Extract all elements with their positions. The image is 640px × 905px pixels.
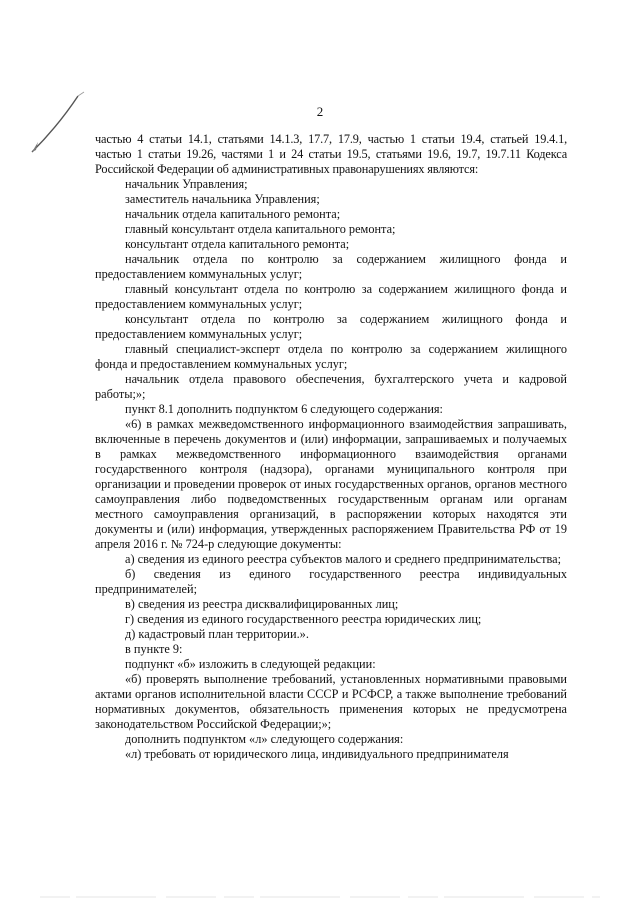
- paragraph: главный консультант отдела капитального ремонта;: [125, 222, 396, 236]
- paragraph: в) сведения из реестра дисквалифицированных лиц;: [125, 597, 399, 611]
- page-number: 2: [316, 104, 324, 119]
- paragraph: главный консультант отдела по контролю за содержанием жилищного фонда и предоставлением коммунальных услуг;: [95, 282, 567, 311]
- paragraph: консультант отдела по контролю за содержанием жилищного фонда и предоставлением коммунальных услуг;: [95, 312, 567, 341]
- paragraph: консультант отдела капитального ремонта;: [125, 237, 350, 251]
- paragraph: пункт 8.1 дополнить подпунктом 6 следующего содержания:: [125, 402, 443, 416]
- paragraph: «б) проверять выполнение требований, установленных нормативными правовыми актами органов исполнительной власти СССР и РСФСР, а также выполнение требований нормативных документов, обязательность применения которых не предусмотрена законодательством Российской Федерации;»;: [95, 672, 567, 731]
- paragraph: начальник Управления;: [125, 177, 248, 191]
- paragraph: а) сведения из единого реестра субъектов малого и среднего предпринимательства;: [125, 552, 562, 566]
- paragraph: д) кадастровый план территории.».: [125, 627, 309, 641]
- paragraph: «л) требовать от юридического лица, индивидуального предпринимателя: [125, 747, 509, 761]
- paragraph: в пункте 9:: [125, 642, 183, 656]
- paragraph: заместитель начальника Управления;: [125, 192, 320, 206]
- margin-pen-stroke: [28, 90, 88, 160]
- paragraph: г) сведения из единого государственного реестра юридических лиц;: [125, 612, 482, 626]
- paragraph: главный специалист-эксперт отдела по контролю за содержанием жилищного фонда и предоставлением коммунальных услуг;: [95, 342, 567, 371]
- paragraph: начальник отдела правового обеспечения, бухгалтерского учета и кадровой работы;»;: [95, 372, 567, 401]
- paragraph: частью 4 статьи 14.1, статьями 14.1.3, 17.7, 17.9, частью 1 статьи 19.4, статьей 19.4.1, частью 1 статьи 19.26, частями 1 и 24 статьи 19.5, статьями 19.6, 19.7, 19.7.11 Кодекса Российской Федерации об административных правонарушениях являются:: [95, 132, 567, 176]
- paragraph: начальник отдела по контролю за содержанием жилищного фонда и предоставлением коммунальных услуг;: [95, 252, 567, 281]
- paragraph: б) сведения из единого государственного реестра индивидуальных предпринимателей;: [95, 567, 567, 596]
- paragraph: начальник отдела капитального ремонта;: [125, 207, 341, 221]
- paragraph: подпункт «б» изложить в следующей редакции:: [125, 657, 376, 671]
- scan-edge-line: [40, 896, 600, 898]
- paragraph: дополнить подпунктом «л» следующего содержания:: [125, 732, 404, 746]
- paragraph: «6) в рамках межведомственного информационного взаимодействия запрашивать, включенные в перечень документов и (или) информации, запрашиваемых и получаемых в рамках межведомственного информационного взаимодействия органами государственного контроля (надзора), органами муниципального контроля при организации и проведении проверок от иных государственных органов, органов местного самоуправления либо подведомственных государственным органам или органам местного самоуправления организаций, в распоряжении которых находятся эти документы и (или) информация, утвержденных распоряжением Правительства РФ от 19 апреля 2016 г. № 724-р следующие документы:: [95, 417, 567, 551]
- document-body: [95, 132, 567, 762]
